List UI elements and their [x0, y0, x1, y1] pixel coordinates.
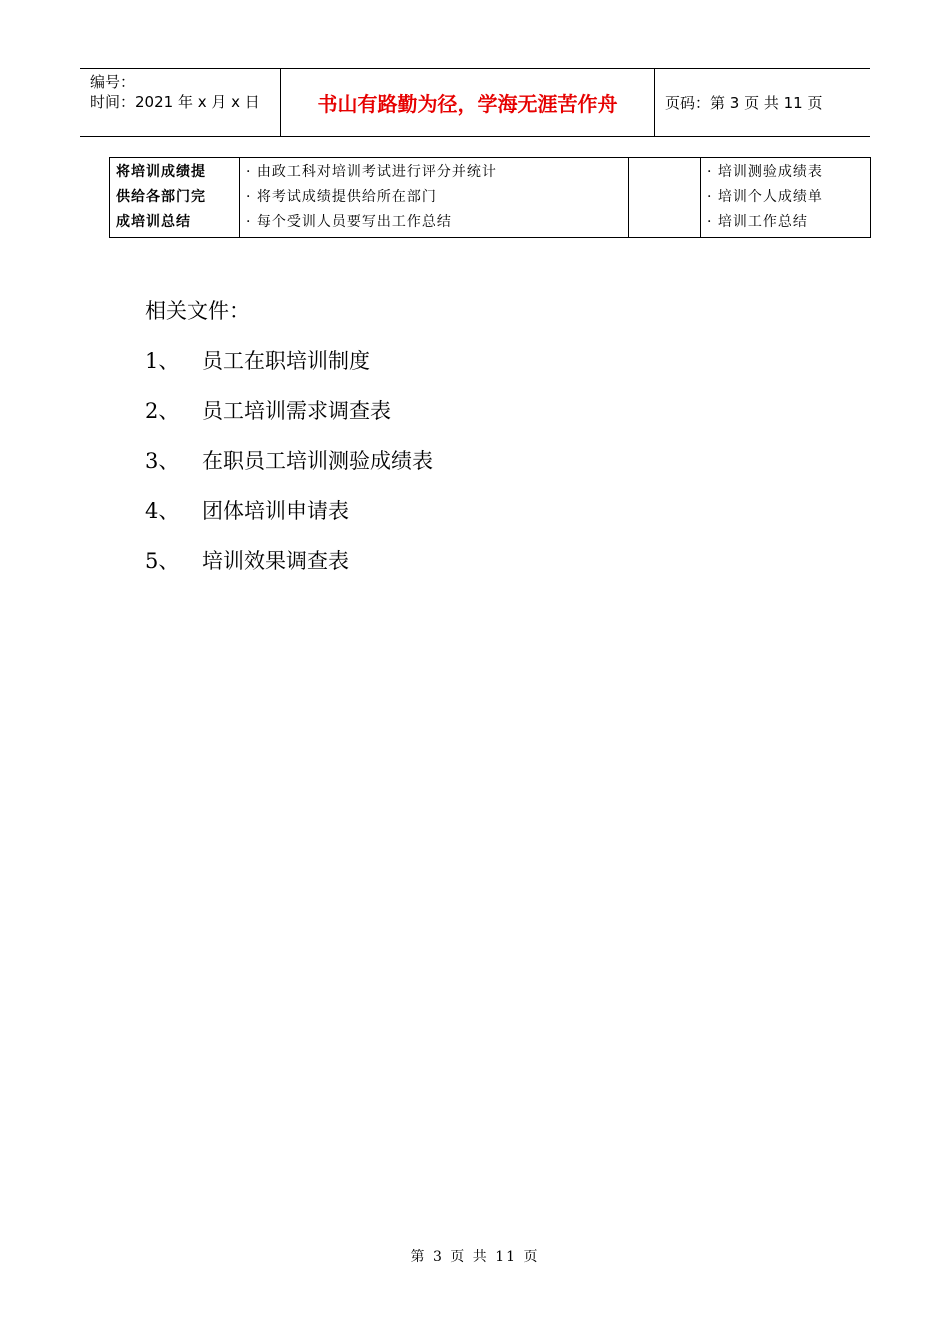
output-item: · 培训个人成绩单: [707, 189, 823, 205]
action-item: · 每个受训人员要写出工作总结: [246, 214, 452, 230]
list-item: [145, 495, 433, 545]
action-item: · 由政工科对培训考试进行评分并统计: [246, 164, 497, 180]
item-number: 4、: [145, 499, 180, 523]
item-text: 在职员工培训测验成绩表: [202, 449, 433, 473]
item-text: 团体培训申请表: [202, 499, 349, 523]
output-item: · 培训工作总结: [707, 214, 808, 230]
item-text: 员工在职培训制度: [202, 349, 370, 373]
item-text: 培训效果调查表: [202, 549, 349, 573]
step-line: 成培训总结: [116, 214, 191, 230]
list-item: [145, 445, 433, 495]
step-cell: [110, 158, 240, 238]
page-header: [80, 68, 870, 137]
header-meta: [80, 69, 281, 136]
training-process-table: [109, 157, 871, 238]
output-item: · 培训测验成绩表: [707, 164, 823, 180]
action-item: · 将考试成绩提供给所在部门: [246, 189, 437, 205]
header-motto: 书山有路勤为径，学海无涯苦作舟: [281, 69, 655, 136]
table-row: [110, 158, 871, 238]
related-title: 相关文件：: [145, 299, 250, 323]
outputs-cell: [701, 158, 871, 238]
empty-cell: [629, 158, 701, 238]
code-label: 编号：: [90, 73, 136, 91]
step-line: 将培训成绩提: [116, 164, 206, 180]
item-number: 1、: [145, 349, 180, 373]
list-item: [145, 395, 433, 445]
time-label: 时间：2021 年 x 月 x 日: [90, 93, 260, 111]
item-number: 5、: [145, 549, 180, 573]
item-text: 员工培训需求调查表: [202, 399, 391, 423]
list-item: [145, 345, 433, 395]
step-line: 供给各部门完: [116, 189, 206, 205]
item-number: 2、: [145, 399, 180, 423]
page-footer: 第 3 页 共 11 页: [410, 1249, 540, 1265]
list-item: [145, 545, 433, 595]
item-number: 3、: [145, 449, 180, 473]
actions-cell: [240, 158, 629, 238]
header-page-number: 页码：第 3 页 共 11 页: [665, 94, 823, 112]
related-documents: [145, 295, 433, 595]
